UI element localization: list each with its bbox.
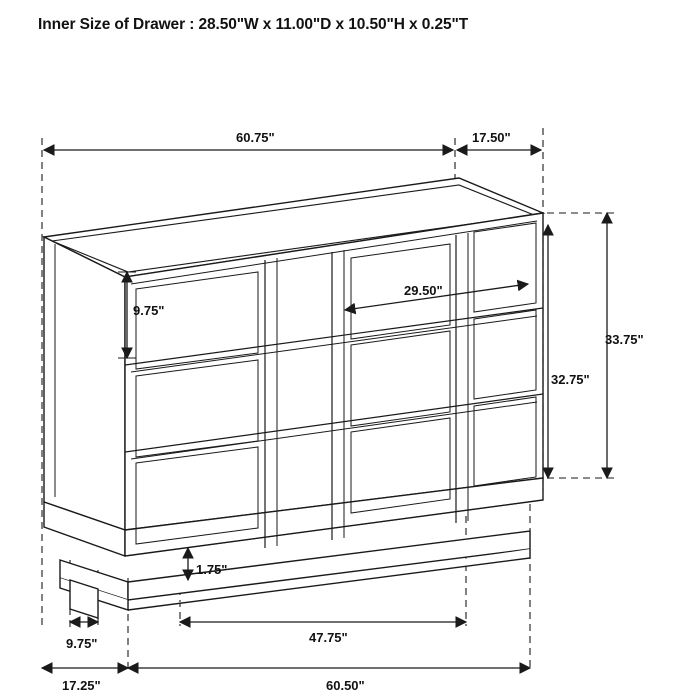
page-title: Inner Size of Drawer : 28.50"W x 11.00"D x 10.50"H x 0.25"T <box>38 16 469 33</box>
dimension-label-foot-width: 9.75" <box>66 636 98 651</box>
dimension-label-base-width: 47.75" <box>309 630 348 645</box>
dimension-label-top-depth: 17.50" <box>472 130 511 145</box>
dimension-label-drawer-width: 29.50" <box>404 283 443 298</box>
dimension-label-base-clearance: 1.75" <box>196 562 228 577</box>
dimension-label-bottom-width: 60.50" <box>326 678 365 693</box>
dimension-label-drawer-height: 9.75" <box>133 303 165 318</box>
dimension-label-cabinet-height: 32.75" <box>551 372 590 387</box>
dimension-label-top-width: 60.75" <box>236 130 275 145</box>
dimension-label-foot-offset: 17.25" <box>62 678 101 693</box>
dimension-label-overall-height: 33.75" <box>605 332 644 347</box>
